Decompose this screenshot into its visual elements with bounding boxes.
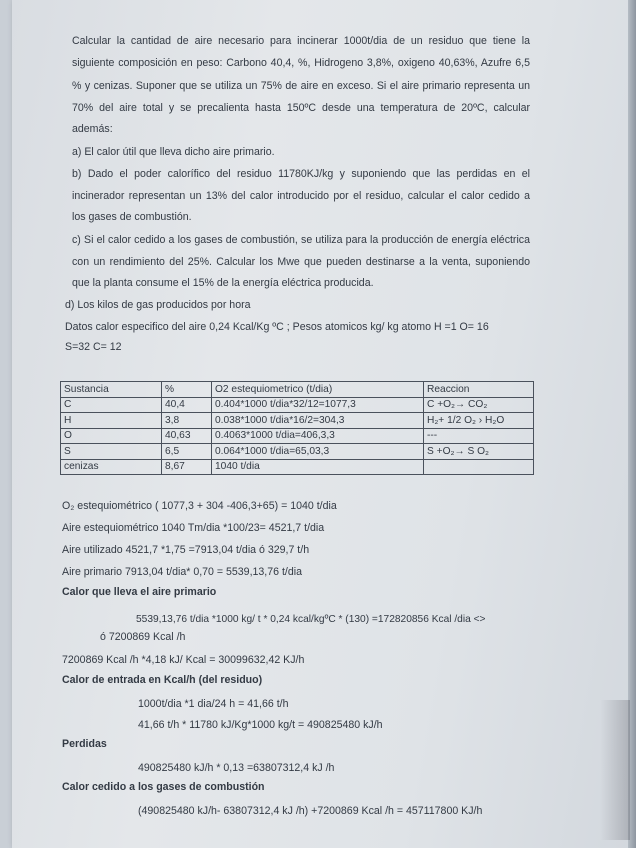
calc-line: Aire primario 7913,04 t/dia* 0,70 = 5539,13,76 t/dia <box>62 566 302 578</box>
problem-line: 70% del aire total y se precalienta hasta 150ºC desde una temperatura de 20ºC, calcular <box>72 102 530 114</box>
table-cell: --- <box>424 428 534 444</box>
table-cell: 40,63 <box>162 428 212 444</box>
table-row <box>61 444 534 460</box>
calc-line: 490825480 kJ/h * 0,13 =63807312,4 kJ /h <box>138 762 335 774</box>
calc-line: 7200869 Kcal /h *4,18 kJ/ Kcal = 30099632,42 KJ/h <box>62 654 305 666</box>
table-cell: H₂+ 1/2 O₂ › H₂O <box>424 413 534 429</box>
table-cell: cenizas <box>61 459 162 475</box>
calc-line: Aire utilizado 4521,7 *1,75 =7913,04 t/dia ó 329,7 t/h <box>62 544 310 556</box>
table-cell: 3,8 <box>162 413 212 429</box>
section-heading: Calor que lleva el aire primario <box>62 586 217 598</box>
table-cell: 8,67 <box>162 459 212 475</box>
problem-line: S=32 C= 12 <box>65 341 122 353</box>
table-cell: O <box>61 428 162 444</box>
problem-line: d) Los kilos de gas producidos por hora <box>65 299 251 311</box>
composition-table <box>60 381 534 475</box>
calc-line: 41,66 t/h * 11780 kJ/Kg*1000 kg/t = 490825480 kJ/h <box>138 719 383 731</box>
table-cell: S +O₂→ S O₂ <box>424 444 534 460</box>
calc-line: 1000t/dia *1 dia/24 h = 41,66 t/h <box>138 698 289 710</box>
table-row <box>61 397 534 413</box>
problem-line: Datos calor especifico del aire 0,24 Kcal/Kg ºC ; Pesos atomicos kg/ kg atomo H =1 O= 16 <box>65 321 489 333</box>
section-heading: Perdidas <box>62 738 107 750</box>
problem-line: los gases de combustión. <box>72 211 192 223</box>
problem-line: Calcular la cantidad de aire necesario para incinerar 1000t/dia de un residuo que tiene la <box>72 35 530 47</box>
table-cell: 0.4063*1000 t/dia=406,3,3 <box>212 428 424 444</box>
problem-line: a) El calor útil que lleva dicho aire primario. <box>72 146 275 158</box>
table-header: Reaccion <box>424 382 534 398</box>
table-header: % <box>162 382 212 398</box>
calc-line: Aire estequiométrico 1040 Tm/dia *100/23= 4521,7 t/dia <box>62 522 325 534</box>
table-cell: H <box>61 413 162 429</box>
section-heading: Calor cedido a los gases de combustión <box>62 781 265 793</box>
section-heading: Calor de entrada en Kcal/h (del residuo) <box>62 674 263 686</box>
table-cell <box>424 459 534 475</box>
table-cell: C +O₂→ CO₂ <box>424 397 534 413</box>
problem-line: con un rendimiento del 25%. Calcular los Mwe que pueden destinarse a la venta, suponiendo <box>72 256 530 268</box>
problem-line: b) Dado el poder calorífico del residuo 11780KJ/kg y suponiendo que las perdidas en el <box>72 168 530 180</box>
problem-line: que la planta consume el 15% de la energía eléctrica producida. <box>72 277 374 289</box>
table-cell: 0.064*1000 t/dia=65,03,3 <box>212 444 424 460</box>
shadow-overlay <box>600 700 630 840</box>
calc-line: ó 7200869 Kcal /h <box>100 631 186 643</box>
problem-line: siguiente composición en peso: Carbono 40,4, %, Hidrogeno 3,8%, oxigeno 40,63%, Azufre 6,5 <box>72 57 530 69</box>
table-cell: S <box>61 444 162 460</box>
table-cell: 6,5 <box>162 444 212 460</box>
calc-line: 5539,13,76 t/dia *1000 kg/ t * 0,24 kcal/kgºC * (130) =172820856 Kcal /dia <> <box>136 614 486 625</box>
table-cell: C <box>61 397 162 413</box>
problem-line: además: <box>72 123 113 135</box>
table-cell: 0.038*1000 t/dia*16/2=304,3 <box>212 413 424 429</box>
calc-line: O₂ estequiométrico ( 1077,3 + 304 -406,3+65) = 1040 t/dia <box>62 500 337 512</box>
calc-line: (490825480 kJ/h- 63807312,4 kJ /h) +7200869 Kcal /h = 457117800 KJ/h <box>138 805 483 817</box>
table-cell: 0.404*1000 t/dia*32/12=1077,3 <box>212 397 424 413</box>
table-header: O2 estequiometrico (t/dia) <box>212 382 424 398</box>
problem-line: c) Si el calor cedido a los gases de combustión, se utiliza para la producción de energía eléctrica <box>72 234 530 246</box>
table-header: Sustancia <box>61 382 162 398</box>
table-row <box>61 413 534 429</box>
table-cell: 1040 t/dia <box>212 459 424 475</box>
problem-line: incinerador representan un 13% del calor introducido por el residuo, calcular el calor cedido a <box>72 190 530 202</box>
table-header-row <box>61 382 534 398</box>
table-row <box>61 459 534 475</box>
table-cell: 40,4 <box>162 397 212 413</box>
table-row <box>61 428 534 444</box>
problem-line: % y cenizas. Suponer que se utiliza un 75% de aire en exceso. Si el aire primario representa un <box>72 80 530 92</box>
